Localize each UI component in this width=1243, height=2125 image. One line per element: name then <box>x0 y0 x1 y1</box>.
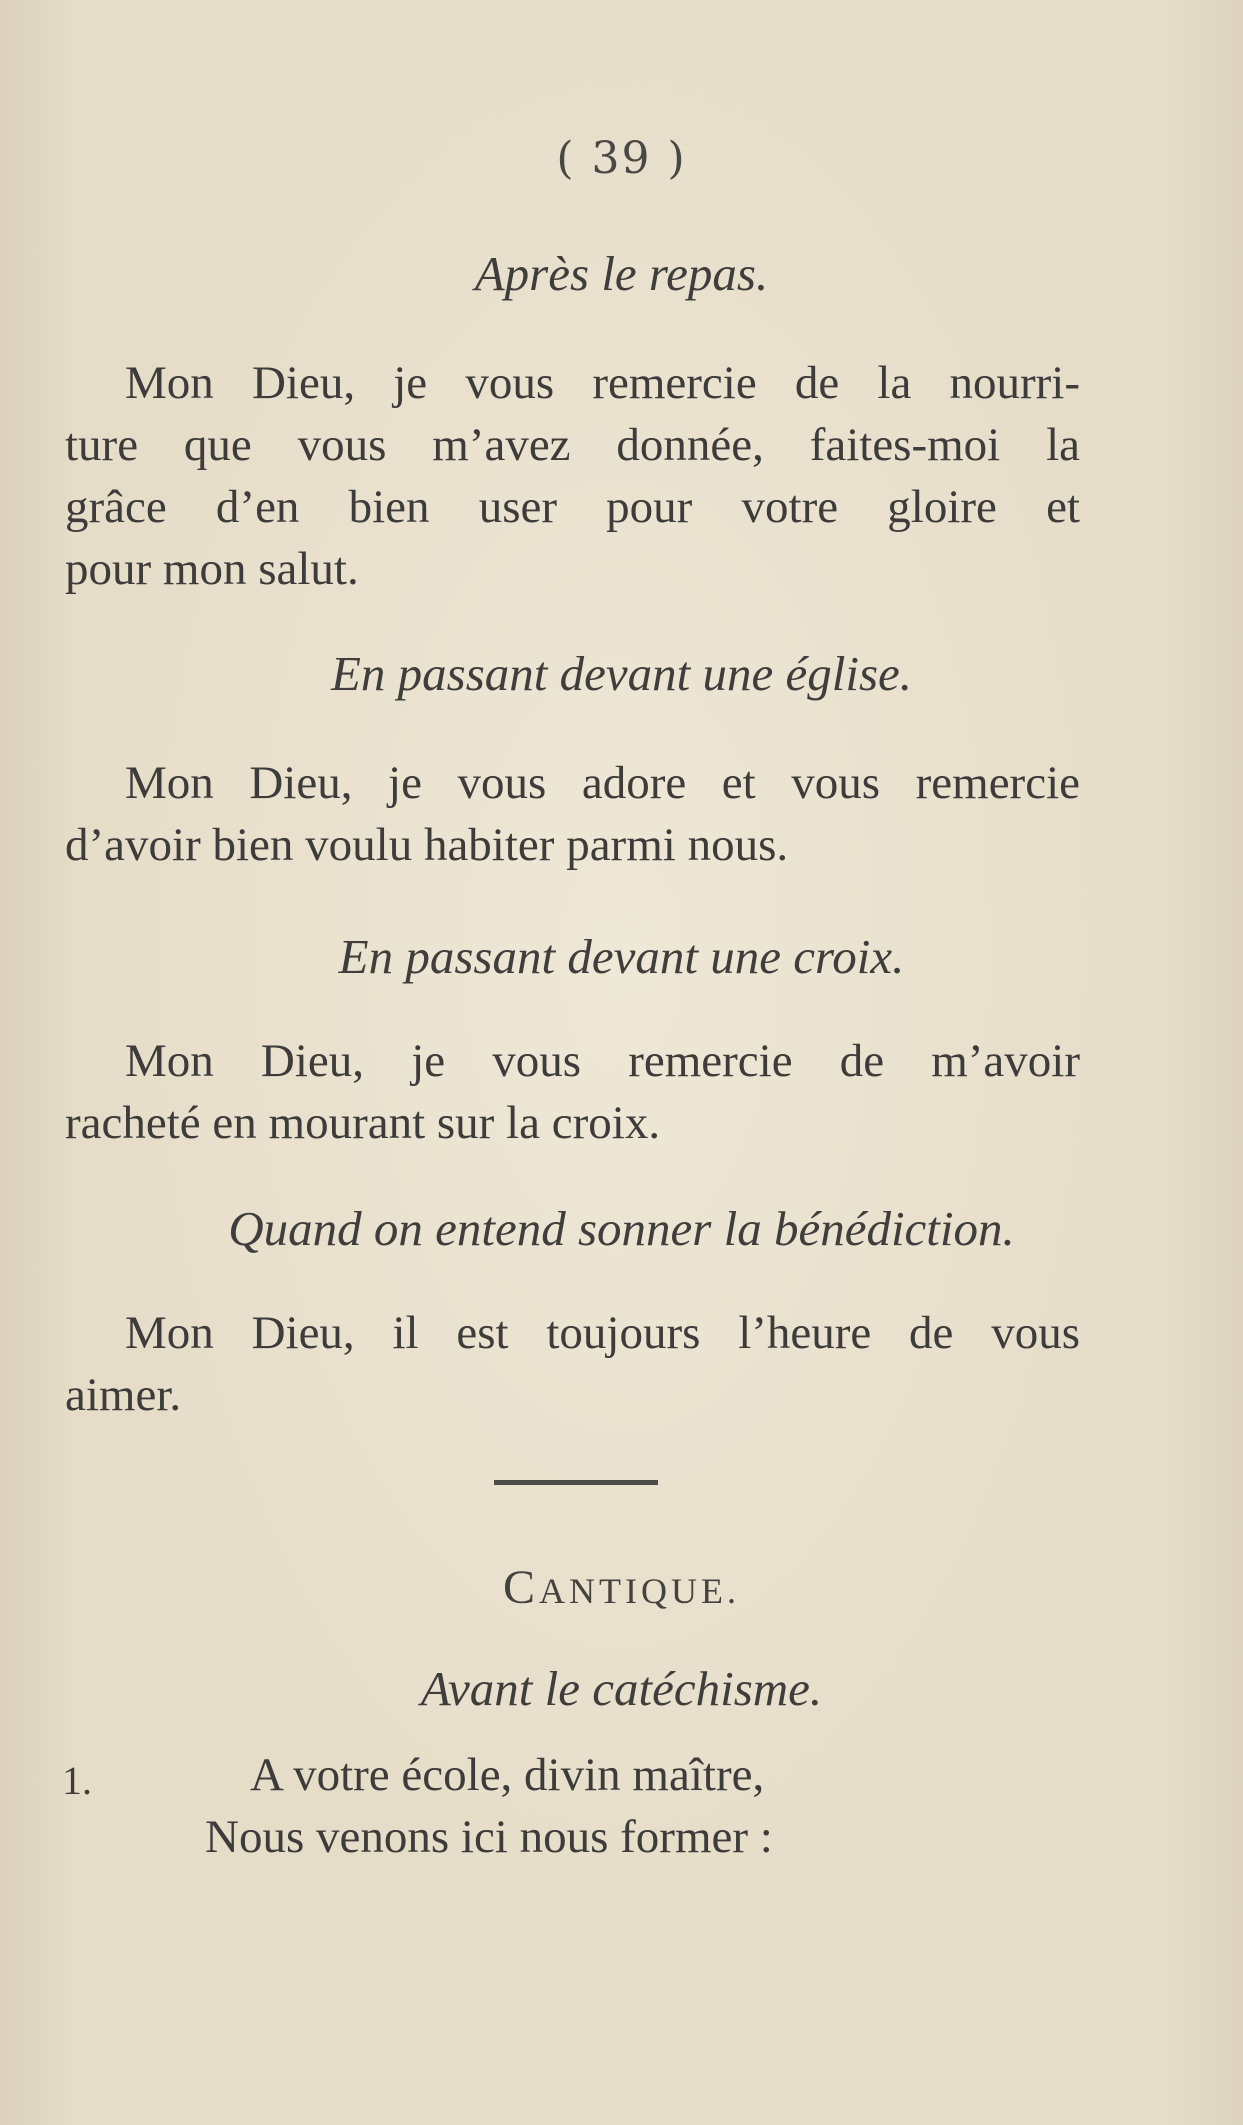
paragraph-benediction <box>65 1302 1080 1426</box>
text-line: ture que vous m’avez donnée, faites-moi la <box>65 419 1080 471</box>
text-line: Mon Dieu, je vous remercie de m’avoir <box>125 1035 1080 1087</box>
paragraph-apres-le-repas <box>65 352 1080 600</box>
page-number: ( 39 ) <box>556 133 687 184</box>
section-heading-apres-le-repas: Après le repas. <box>474 246 769 301</box>
text-line: Mon Dieu, je vous adore et vous remercie <box>125 757 1080 809</box>
text-line: Mon Dieu, il est toujours l’heure de vous <box>125 1307 1080 1359</box>
paragraph-eglise <box>65 752 1080 876</box>
text-line: d’avoir bien voulu habiter parmi nous. <box>65 819 789 871</box>
paragraph-croix <box>65 1030 1080 1154</box>
verse-line: A votre école, divin maître, <box>250 1749 765 1801</box>
cantique-title <box>0 1560 1243 1615</box>
cantique-title-initial: C <box>503 1561 540 1614</box>
cantique-subtitle: Avant le catéchisme. <box>420 1661 823 1716</box>
text-line: grâce d’en bien user pour votre gloire et <box>65 481 1080 533</box>
section-heading-croix: En passant devant une croix. <box>338 929 905 984</box>
text-line: racheté en mourant sur la croix. <box>65 1097 661 1149</box>
cantique-title-rest: ANTIQUE. <box>539 1571 740 1611</box>
section-heading-eglise: En passant devant une église. <box>330 646 913 701</box>
verse-number: 1. <box>62 1758 92 1803</box>
verse-line: Nous venons ici nous former : <box>205 1811 773 1863</box>
divider-rule <box>494 1480 658 1485</box>
text-line: aimer. <box>65 1369 182 1421</box>
section-heading-benediction: Quand on entend sonner la bénédiction. <box>228 1201 1015 1256</box>
text-line: Mon Dieu, je vous remercie de la nourri- <box>125 357 1080 409</box>
text-line: pour mon salut. <box>65 543 359 595</box>
